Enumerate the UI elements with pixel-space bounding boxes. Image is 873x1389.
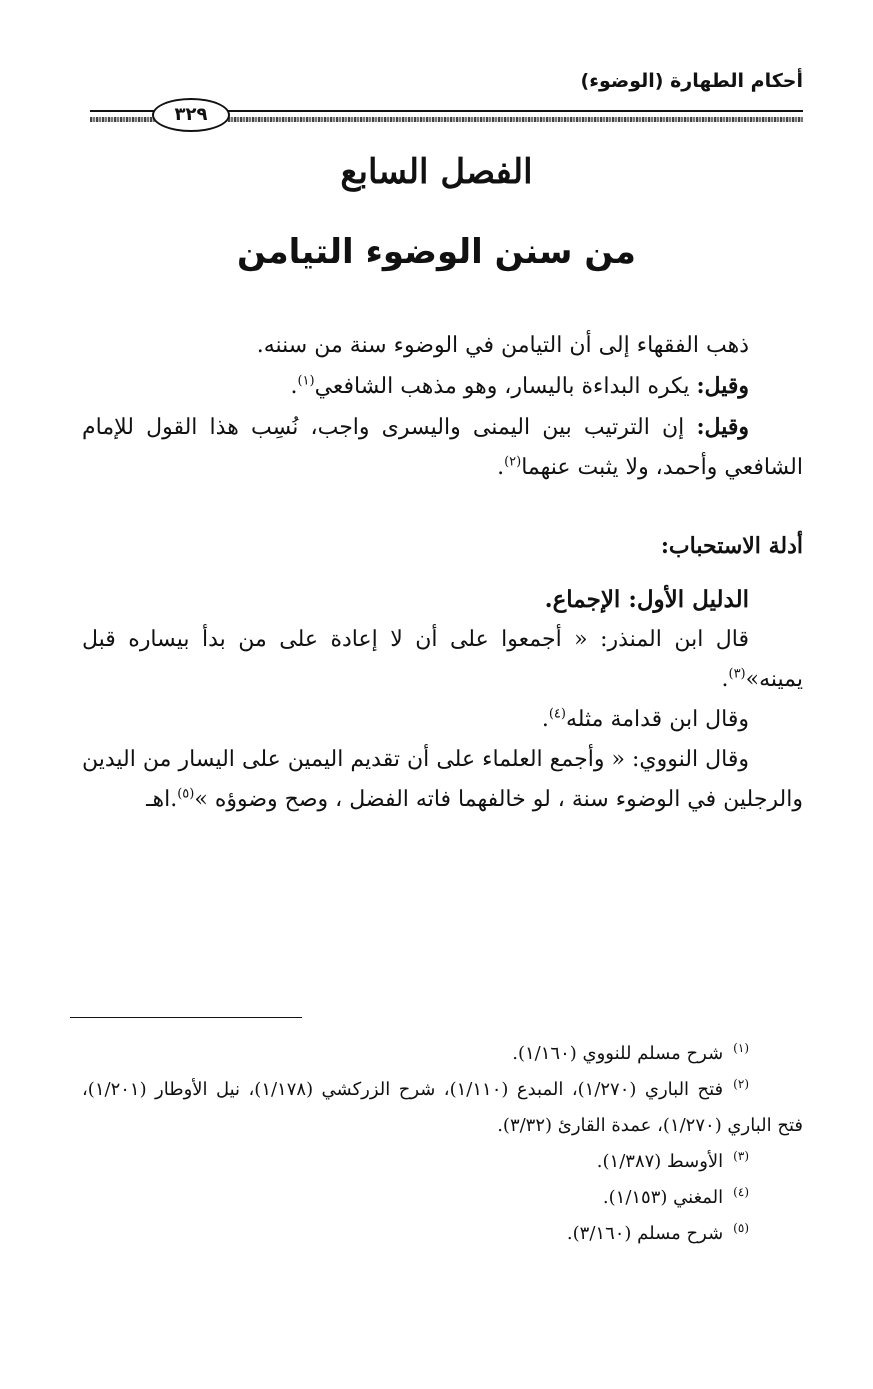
footnote-ref: (١)	[297, 373, 315, 389]
footnote-text: المغني (١/١٥٣).	[602, 1187, 724, 1208]
footnote-number: (٣)	[733, 1149, 749, 1163]
section-heading: أدلة الاستحباب:	[660, 533, 803, 559]
paragraph-label: وقيل:	[696, 414, 749, 440]
footnote-number: (٢)	[733, 1077, 749, 1091]
paragraph-end: .اهـ	[146, 787, 178, 812]
footnote	[82, 1180, 803, 1216]
chapter-title: الفصل السابع	[340, 152, 533, 192]
running-header: أحكام الطهارة (الوضوء)	[580, 70, 803, 92]
paragraph-text: إن الترتيب بين اليمنى واليسرى واجب، نُسِب هذا القول للإمام الشافعي وأحمد، ولا يثبت عنهما	[82, 415, 803, 480]
paragraph-text: وقال ابن قدامة مثله	[565, 707, 749, 732]
paragraph-text: وقال النووي: « وأجمع العلماء على أن تقديم اليمين على اليسار من اليدين والرجلين في الوضوء سنة ، لو خالفهما فاته الفضل ، وصح وضوؤه »	[82, 747, 803, 812]
footnote	[82, 1072, 803, 1144]
paragraph-end: .	[290, 374, 298, 399]
footnote-text: شرح مسلم للنووي (١/١٦٠).	[512, 1043, 724, 1064]
paragraph-text: قال ابن المنذر: « أجمعوا على أن لا إعادة على من بدأ بيساره قبل يمينه»	[82, 627, 803, 692]
footnote	[82, 1036, 803, 1072]
paragraph-end: .	[497, 455, 505, 480]
footnote-number: (٤)	[733, 1185, 749, 1199]
paragraph	[82, 740, 803, 820]
paragraph	[82, 407, 803, 488]
footnote-number: (١)	[733, 1041, 749, 1055]
page-number: ٣٢٩	[152, 98, 230, 132]
paragraph-text: يكره البداءة باليسار، وهو مذهب الشافعي	[314, 374, 697, 399]
chapter-subtitle: من سنن الوضوء التيامن	[237, 232, 636, 272]
footnote	[82, 1144, 803, 1180]
footnote-text: الأوسط (١/٣٨٧).	[596, 1151, 724, 1172]
paragraph-label: وقيل:	[696, 373, 749, 399]
paragraph	[82, 326, 803, 366]
footnote-ref: (٢)	[504, 454, 522, 470]
footnote-ref: (٥)	[177, 786, 195, 802]
footnote-separator	[70, 1017, 302, 1018]
paragraph-end: .	[541, 707, 549, 732]
evidence-heading: الدليل الأول: الإجماع.	[544, 586, 749, 613]
paragraph	[82, 620, 803, 700]
footnote	[82, 1216, 803, 1252]
body-text	[82, 326, 803, 820]
footnote-number: (٥)	[733, 1221, 749, 1235]
footnote-ref: (٤)	[548, 706, 566, 722]
footnotes	[82, 1036, 803, 1252]
footnote-ref: (٣)	[728, 666, 746, 682]
paragraph	[82, 366, 803, 407]
footnote-text: فتح الباري (١/٢٧٠)، المبدع (١/١١٠)، شرح الزركشي (١/١٧٨)، نيل الأوطار (١/٢٠١)، فتح الباري (١/٢٧٠)، عمدة القارئ (٣/٣٢).	[82, 1079, 803, 1136]
paragraph	[82, 700, 803, 740]
paragraph-text: ذهب الفقهاء إلى أن التيامن في الوضوء سنة من سننه.	[256, 333, 749, 358]
paragraph-end: .	[721, 667, 729, 692]
footnote-text: شرح مسلم (٣/١٦٠).	[566, 1223, 724, 1244]
